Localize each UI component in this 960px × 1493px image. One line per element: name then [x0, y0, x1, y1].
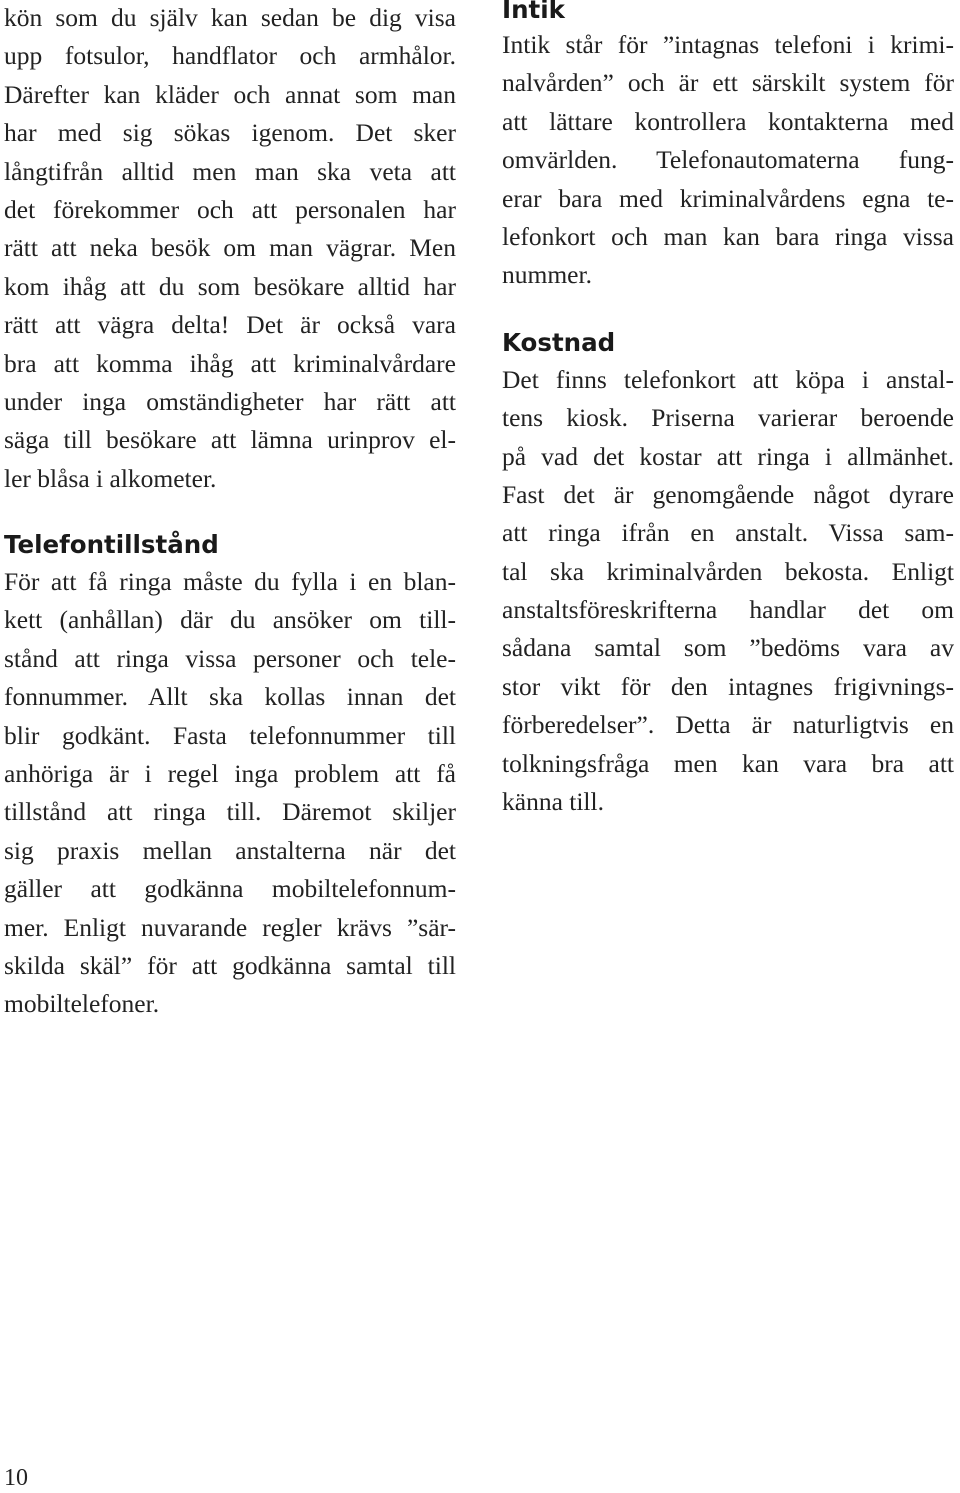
- text-line: Fast det är genomgående något dyrare: [502, 479, 954, 509]
- text-line: nummer.: [502, 260, 592, 290]
- text-line: gäller att godkänna mobiltelefonnum-: [4, 874, 456, 904]
- text-line: tillstånd att ringa till. Däremot skiljer: [4, 797, 456, 827]
- text-line: kön som du själv kan sedan be dig visa: [4, 3, 456, 32]
- text-line: nalvården” och är ett särskilt system för: [502, 68, 954, 98]
- text-line: sig praxis mellan anstalterna när det: [4, 835, 456, 865]
- text-line: tens kiosk. Priserna varierar beroende: [502, 403, 954, 433]
- text-line: stor vikt för den intagnes frigivnings-: [502, 671, 954, 701]
- text-line: lefonkort och man kan bara ringa vissa: [502, 221, 954, 251]
- text-line: att ringa ifrån en anstalt. Vissa sam-: [502, 518, 954, 548]
- text-line: under inga omständigheter har rätt att: [4, 386, 456, 416]
- section-heading-intik: Intik: [502, 0, 565, 24]
- text-line: kett (anhållan) där du ansöker om till-: [4, 605, 456, 635]
- text-line: bra att komma ihåg att kriminalvårdare: [4, 348, 456, 378]
- text-line: på vad det kostar att ringa i allmänhet.: [502, 441, 954, 471]
- text-line: att lättare kontrollera kontakterna med: [502, 106, 954, 136]
- text-line: tolkningsfråga men kan vara bra att: [502, 748, 954, 778]
- text-line: stånd att ringa vissa personer och tele-: [4, 643, 456, 673]
- text-line: förberedelser”. Detta är naturligtvis en: [502, 710, 954, 740]
- intik-paragraph: [502, 26, 954, 295]
- page-number: 10: [4, 1465, 28, 1491]
- text-line: säga till besökare att lämna urinprov el-: [4, 425, 456, 455]
- text-line: långtifrån alltid men man ska veta att: [4, 156, 456, 186]
- text-line: omvärlden. Telefonautomaterna fung-: [502, 145, 954, 175]
- text-line: anhöriga är i regel inga problem att få: [4, 759, 456, 789]
- section-heading-telefontillstand: Telefontillstånd: [4, 530, 219, 560]
- text-line: blir godkänt. Fasta telefonnummer till: [4, 720, 456, 750]
- section-heading-kostnad: Kostnad: [502, 327, 616, 357]
- text-line: kom ihåg att du som besökare alltid har: [4, 271, 456, 301]
- text-line: mer. Enligt nuvarande regler krävs ”sär-: [4, 912, 456, 942]
- text-line: ler blåsa i alkometer.: [4, 463, 217, 493]
- text-line: Därefter kan kläder och annat som man: [4, 79, 456, 109]
- text-line: Intik står för ”intagnas telefoni i krimi-: [502, 30, 954, 59]
- text-line: upp fotsulor, handflator och armhålor.: [4, 41, 456, 71]
- intro-paragraph: [4, 0, 456, 498]
- text-line: Det finns telefonkort att köpa i anstal-: [502, 364, 954, 394]
- text-line: rätt att neka besök om man vägrar. Men: [4, 233, 456, 263]
- left-column: [4, 0, 456, 1024]
- text-line: mobiltelefoner.: [4, 989, 160, 1019]
- kostnad-paragraph: [502, 361, 954, 822]
- text-line: känna till.: [502, 787, 604, 817]
- text-line: anstaltsföreskrifterna handlar det om: [502, 595, 954, 625]
- text-line: har med sig sökas igenom. Det sker: [4, 118, 456, 148]
- text-line: det förekommer och att personalen har: [4, 194, 456, 224]
- text-line: tal ska kriminalvården bekosta. Enligt: [502, 556, 954, 586]
- right-column: [502, 0, 954, 821]
- text-line: skilda skäl” för att godkänna samtal till: [4, 950, 456, 980]
- text-line: rätt att vägra delta! Det är också vara: [4, 310, 456, 340]
- text-line: fonnummer. Allt ska kollas innan det: [4, 682, 456, 712]
- text-line: erar bara med kriminalvårdens egna te-: [502, 183, 954, 213]
- text-line: sådana samtal som ”bedöms vara av: [502, 633, 954, 663]
- telefontillstand-paragraph: [4, 563, 456, 1024]
- text-line: För att få ringa måste du fylla i en blan-: [4, 567, 456, 597]
